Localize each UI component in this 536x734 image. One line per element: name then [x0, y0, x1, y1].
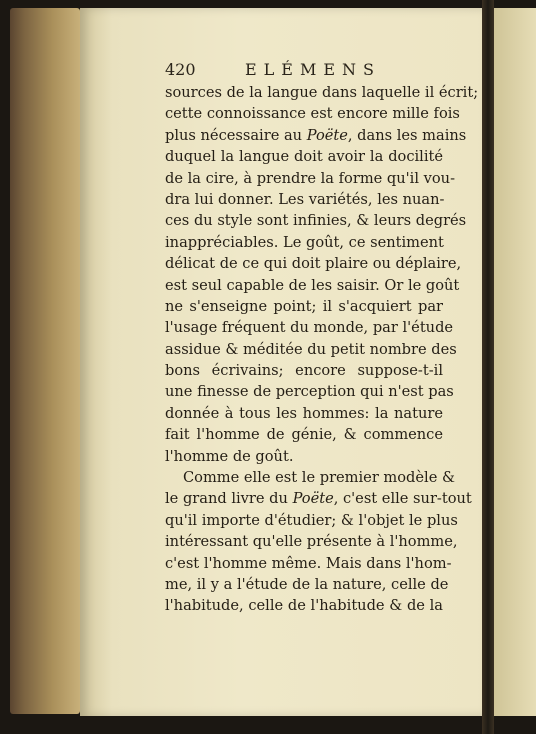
page-number: 420	[165, 60, 196, 79]
text-line: est seul capable de les saisir. Or le goût	[165, 276, 460, 294]
italic-word: Poëte	[292, 490, 334, 508]
text-line: dra lui donner. Les variétés, les nuan-	[165, 190, 445, 208]
text-line: l'homme de goût.	[165, 447, 294, 465]
italic-word: Poëte	[306, 126, 348, 144]
text-line: cette connoissance est encore mille fois	[165, 105, 460, 123]
text-line: inappréciables. Le goût, ce sentiment	[165, 233, 444, 251]
text-line: plus nécessaire au Poëte, dans les mains	[165, 126, 467, 144]
text-line: bons écrivains; encore suppose-t-il	[165, 362, 443, 380]
text-line: fait l'homme de génie, & commence	[165, 426, 443, 444]
text-line: duquel la langue doit avoir la docilité	[165, 148, 443, 166]
text-line: qu'il importe d'étudier; & l'objet le plus	[165, 511, 458, 529]
text-line: sources de la langue dans laquelle il écrit;	[165, 84, 479, 101]
text-line: ces du style sont infinies, & leurs degrés	[165, 212, 467, 230]
book-gutter	[482, 0, 494, 734]
text-line: l'habitude, celle de l'habitude & de la	[165, 597, 443, 615]
text-line: assidue & méditée du petit nombre des	[165, 340, 457, 358]
text-line: une finesse de perception qui n'est pas	[165, 383, 454, 401]
text-line: l'usage fréquent du monde, par l'étude	[165, 319, 454, 337]
page-header	[165, 60, 465, 84]
text-line: donnée à tous les hommes: la nature	[165, 404, 443, 422]
text-line: c'est l'homme même. Mais dans l'hom-	[165, 554, 452, 572]
body-text	[165, 82, 479, 617]
text-line: intéressant qu'elle présente à l'homme,	[165, 533, 458, 551]
book-fore-edge	[10, 8, 80, 714]
text-line: délicat de ce qui doit plaire ou déplaire,	[165, 255, 462, 273]
text-line: de la cire, à prendre la forme qu'il vou-	[165, 169, 456, 187]
text-line: ne s'enseigne point; il s'acquiert par	[165, 297, 443, 315]
running-title: ELÉMENS	[245, 60, 382, 79]
text-line: me, il y a l'étude de la nature, celle de	[165, 575, 449, 593]
text-line: le grand livre du Poëte, c'est elle sur-tout	[165, 490, 472, 508]
text-line: Comme elle est le premier modèle &	[183, 469, 455, 487]
next-page-edge	[494, 8, 536, 716]
